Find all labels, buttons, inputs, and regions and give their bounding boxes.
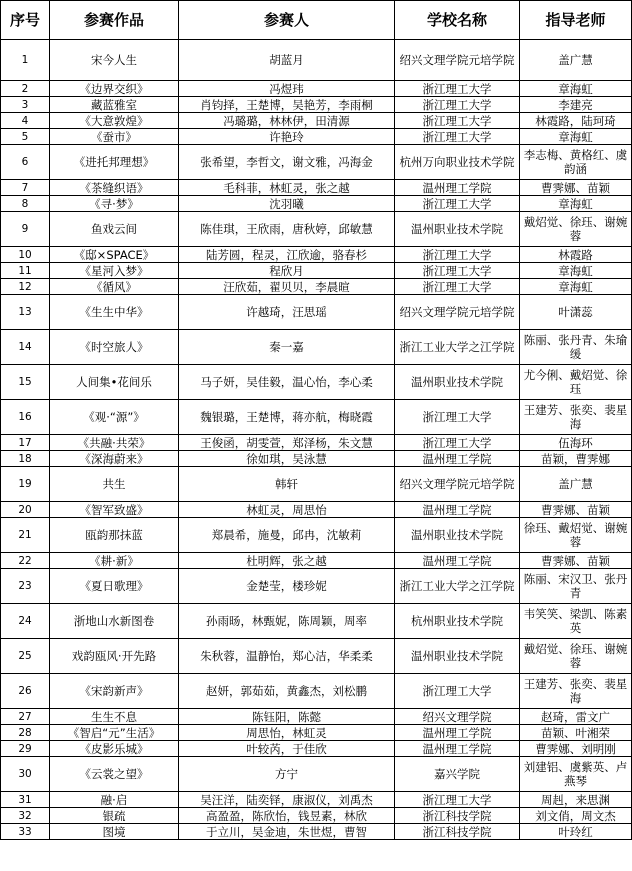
row-index: 19 xyxy=(1,467,50,502)
row-index: 6 xyxy=(1,145,50,180)
advisor: 叶玲红 xyxy=(520,824,632,840)
work-title: 宋今人生 xyxy=(50,40,179,81)
work-title: 《深海蔚来》 xyxy=(50,451,179,467)
advisor: 戴炤觉、徐珏、谢婉蓉 xyxy=(520,639,632,674)
row-index: 20 xyxy=(1,502,50,518)
participants: 陈钰阳，陈懿 xyxy=(179,709,395,725)
table-row xyxy=(1,279,632,295)
participants: 吴汪洋，陆奕铎，康淑仪，刘禹杰 xyxy=(179,792,395,808)
advisor: 陈丽、张丹青、朱瑜缓 xyxy=(520,330,632,365)
school-name: 浙江科技学院 xyxy=(395,808,520,824)
advisor: 盖广慧 xyxy=(520,40,632,81)
work-title: 瓯韵那抹蓝 xyxy=(50,518,179,553)
work-title: 《夏日歌理》 xyxy=(50,569,179,604)
work-title: 戏韵瓯风·开先路 xyxy=(50,639,179,674)
school-name: 浙江理工大学 xyxy=(395,674,520,709)
school-name: 温州理工学院 xyxy=(395,725,520,741)
participants: 陈佳琪，王欣雨，唐秋婷，邱敏慧 xyxy=(179,212,395,247)
work-title: 《边界交织》 xyxy=(50,81,179,97)
participants: 方宁 xyxy=(179,757,395,792)
work-title: 《时空旅人》 xyxy=(50,330,179,365)
participants: 叶较芮，于佳欣 xyxy=(179,741,395,757)
work-title: 《星河入梦》 xyxy=(50,263,179,279)
work-title: 融·启 xyxy=(50,792,179,808)
work-title: 《智启“元”生活》 xyxy=(50,725,179,741)
participants: 冯煜玮 xyxy=(179,81,395,97)
work-title: 《宋韵新声》 xyxy=(50,674,179,709)
work-title: 《进托邦理想》 xyxy=(50,145,179,180)
advisor: 徐珏、戴炤觉、谢婉蓉 xyxy=(520,518,632,553)
advisor: 赵琦，雷文广 xyxy=(520,709,632,725)
advisor: 李建亮 xyxy=(520,97,632,113)
advisor: 刘建铝、虞紫英、卢燕琴 xyxy=(520,757,632,792)
row-index: 13 xyxy=(1,295,50,330)
table-row xyxy=(1,792,632,808)
advisor: 章海虹 xyxy=(520,129,632,145)
participants: 周思怡，林虹灵 xyxy=(179,725,395,741)
row-index: 17 xyxy=(1,435,50,451)
row-index: 16 xyxy=(1,400,50,435)
row-index: 22 xyxy=(1,553,50,569)
table-row xyxy=(1,467,632,502)
school-name: 温州职业技术学院 xyxy=(395,365,520,400)
advisor: 尤今俐、戴炤觉、徐珏 xyxy=(520,365,632,400)
table-row xyxy=(1,604,632,639)
participants: 王俊函，胡雯萱，郑泽杨，朱文慧 xyxy=(179,435,395,451)
participants: 马子妍，吴佳毅，温心怡，李心柔 xyxy=(179,365,395,400)
advisor: 韦笑笑、梁凯、陈素英 xyxy=(520,604,632,639)
work-title: 鱼戏云间 xyxy=(50,212,179,247)
school-name: 温州职业技术学院 xyxy=(395,212,520,247)
row-index: 24 xyxy=(1,604,50,639)
advisor: 王建芳、张奕、裴星海 xyxy=(520,400,632,435)
table-row xyxy=(1,145,632,180)
work-title: 浙地山水新图卷 xyxy=(50,604,179,639)
school-name: 温州理工学院 xyxy=(395,451,520,467)
participants: 高盈盈，陈欣怡，钱昱素，林欣 xyxy=(179,808,395,824)
table-row xyxy=(1,40,632,81)
school-name: 嘉兴学院 xyxy=(395,757,520,792)
table-row xyxy=(1,180,632,196)
advisor: 曹霁娜、苗颖 xyxy=(520,553,632,569)
row-index: 12 xyxy=(1,279,50,295)
school-name: 浙江理工大学 xyxy=(395,400,520,435)
work-title: 《蚕市》 xyxy=(50,129,179,145)
table-row xyxy=(1,808,632,824)
row-index: 32 xyxy=(1,808,50,824)
work-title: 图境 xyxy=(50,824,179,840)
row-index: 31 xyxy=(1,792,50,808)
work-title: 《共融·共荣》 xyxy=(50,435,179,451)
work-title: 《大意敦煌》 xyxy=(50,113,179,129)
table-row xyxy=(1,757,632,792)
row-index: 25 xyxy=(1,639,50,674)
row-index: 14 xyxy=(1,330,50,365)
work-title: 《茶缝织语》 xyxy=(50,180,179,196)
school-name: 浙江理工大学 xyxy=(395,792,520,808)
table-row xyxy=(1,741,632,757)
participants: 许艳玲 xyxy=(179,129,395,145)
school-name: 浙江理工大学 xyxy=(395,435,520,451)
row-index: 33 xyxy=(1,824,50,840)
row-index: 23 xyxy=(1,569,50,604)
school-name: 浙江工业大学之江学院 xyxy=(395,569,520,604)
school-name: 浙江理工大学 xyxy=(395,81,520,97)
school-name: 浙江理工大学 xyxy=(395,196,520,212)
school-name: 温州职业技术学院 xyxy=(395,639,520,674)
row-index: 15 xyxy=(1,365,50,400)
header-work: 参赛作品 xyxy=(50,1,179,40)
table-row xyxy=(1,824,632,840)
advisor: 苗颖、叶湘荣 xyxy=(520,725,632,741)
row-index: 4 xyxy=(1,113,50,129)
school-name: 温州理工学院 xyxy=(395,502,520,518)
work-title: 《邸×SPACE》 xyxy=(50,247,179,263)
advisor: 戴炤觉、徐珏、谢婉蓉 xyxy=(520,212,632,247)
school-name: 绍兴文理学院元培学院 xyxy=(395,295,520,330)
row-index: 2 xyxy=(1,81,50,97)
table-header-row xyxy=(1,1,632,40)
school-name: 浙江理工大学 xyxy=(395,279,520,295)
table-row xyxy=(1,435,632,451)
participants: 毛科菲，林虹灵，张之越 xyxy=(179,180,395,196)
work-title: 共生 xyxy=(50,467,179,502)
table-row xyxy=(1,81,632,97)
row-index: 5 xyxy=(1,129,50,145)
participants: 魏银璐，王楚博，蒋亦航，梅晓霞 xyxy=(179,400,395,435)
advisor: 章海虹 xyxy=(520,263,632,279)
table-row xyxy=(1,113,632,129)
row-index: 3 xyxy=(1,97,50,113)
school-name: 绍兴文理学院元培学院 xyxy=(395,40,520,81)
participants: 张希望，李哲文，谢文雅，冯海金 xyxy=(179,145,395,180)
table-row xyxy=(1,553,632,569)
participants: 孙雨旸，林甄妮，陈周颖，周率 xyxy=(179,604,395,639)
school-name: 温州理工学院 xyxy=(395,180,520,196)
work-title: 银疏 xyxy=(50,808,179,824)
school-name: 浙江理工大学 xyxy=(395,129,520,145)
advisor: 伍海环 xyxy=(520,435,632,451)
school-name: 杭州万向职业技术学院 xyxy=(395,145,520,180)
participants: 金楚莹，楼珍妮 xyxy=(179,569,395,604)
table-row xyxy=(1,709,632,725)
table-row xyxy=(1,295,632,330)
participants: 陆芳圆，程灵，江欣逾，骆春杉 xyxy=(179,247,395,263)
advisor: 盖广慧 xyxy=(520,467,632,502)
advisor: 王建芳、张奕、裴星海 xyxy=(520,674,632,709)
header-teacher: 指导老师 xyxy=(520,1,632,40)
header-index: 序号 xyxy=(1,1,50,40)
table-row xyxy=(1,212,632,247)
table-row xyxy=(1,365,632,400)
work-title: 《云裳之望》 xyxy=(50,757,179,792)
table-row xyxy=(1,518,632,553)
advisor: 叶潇蕊 xyxy=(520,295,632,330)
advisor: 章海虹 xyxy=(520,196,632,212)
school-name: 浙江工业大学之江学院 xyxy=(395,330,520,365)
table-row xyxy=(1,674,632,709)
advisor: 李志梅、黄格红、虞韵涵 xyxy=(520,145,632,180)
advisor: 曹霁娜、苗颖 xyxy=(520,502,632,518)
table-row xyxy=(1,247,632,263)
row-index: 30 xyxy=(1,757,50,792)
row-index: 21 xyxy=(1,518,50,553)
work-title: 《循风》 xyxy=(50,279,179,295)
advisor: 曹霁娜、苗颖 xyxy=(520,180,632,196)
participants: 汪欣茹，翟贝贝，李晨暄 xyxy=(179,279,395,295)
work-title: 《生生中华》 xyxy=(50,295,179,330)
row-index: 26 xyxy=(1,674,50,709)
work-title: 《观·“源”》 xyxy=(50,400,179,435)
participants: 朱秋蓉，温静怡，郑心洁，华柔柔 xyxy=(179,639,395,674)
school-name: 浙江理工大学 xyxy=(395,247,520,263)
advisor: 林霞路 xyxy=(520,247,632,263)
table-row xyxy=(1,639,632,674)
work-title: 生生不息 xyxy=(50,709,179,725)
participants: 郑晨希，施曼，邱冉，沈敏莉 xyxy=(179,518,395,553)
school-name: 浙江理工大学 xyxy=(395,113,520,129)
table-row xyxy=(1,451,632,467)
table-row xyxy=(1,196,632,212)
work-title: 《耕·新》 xyxy=(50,553,179,569)
school-name: 温州理工学院 xyxy=(395,553,520,569)
table-row xyxy=(1,330,632,365)
row-index: 8 xyxy=(1,196,50,212)
table-row xyxy=(1,400,632,435)
row-index: 27 xyxy=(1,709,50,725)
advisor: 陈丽、宋汉卫、张丹青 xyxy=(520,569,632,604)
table-row xyxy=(1,725,632,741)
participants: 于立川，吴金迪，朱世煜，曹智 xyxy=(179,824,395,840)
work-title: 人间集•花间乐 xyxy=(50,365,179,400)
participants: 冯璐璐，林林伊，田清源 xyxy=(179,113,395,129)
table-row xyxy=(1,502,632,518)
table-row xyxy=(1,263,632,279)
participants: 许越琦，汪思瑶 xyxy=(179,295,395,330)
advisor: 章海虹 xyxy=(520,81,632,97)
table-row xyxy=(1,129,632,145)
school-name: 绍兴文理学院元培学院 xyxy=(395,467,520,502)
participants: 程欣月 xyxy=(179,263,395,279)
advisor: 苗颖，曹霁娜 xyxy=(520,451,632,467)
school-name: 绍兴文理学院 xyxy=(395,709,520,725)
row-index: 11 xyxy=(1,263,50,279)
participants: 肖钧择，王楚博，吴艳芳，李雨桐 xyxy=(179,97,395,113)
row-index: 10 xyxy=(1,247,50,263)
row-index: 28 xyxy=(1,725,50,741)
school-name: 浙江理工大学 xyxy=(395,263,520,279)
participants: 赵妍，郭茹茹，黄鑫杰，刘松鹏 xyxy=(179,674,395,709)
table-row xyxy=(1,97,632,113)
work-title: 《皮影乐城》 xyxy=(50,741,179,757)
participants: 杜明辉，张之越 xyxy=(179,553,395,569)
advisor: 周赳，来思渊 xyxy=(520,792,632,808)
school-name: 浙江理工大学 xyxy=(395,97,520,113)
advisor: 曹霁娜、刘明刚 xyxy=(520,741,632,757)
participants: 韩轩 xyxy=(179,467,395,502)
row-index: 9 xyxy=(1,212,50,247)
table-row xyxy=(1,569,632,604)
advisor: 章海虹 xyxy=(520,279,632,295)
advisor: 林霞路，陆珂琦 xyxy=(520,113,632,129)
row-index: 18 xyxy=(1,451,50,467)
participants: 胡蓝月 xyxy=(179,40,395,81)
work-title: 《寻·梦》 xyxy=(50,196,179,212)
participants: 徐如琪，吴泳慧 xyxy=(179,451,395,467)
work-title: 《智军致盛》 xyxy=(50,502,179,518)
school-name: 温州职业技术学院 xyxy=(395,518,520,553)
header-participants: 参赛人 xyxy=(179,1,395,40)
header-school: 学校名称 xyxy=(395,1,520,40)
school-name: 温州理工学院 xyxy=(395,741,520,757)
row-index: 1 xyxy=(1,40,50,81)
row-index: 29 xyxy=(1,741,50,757)
participants: 秦一嘉 xyxy=(179,330,395,365)
school-name: 杭州职业技术学院 xyxy=(395,604,520,639)
advisor: 刘文俏，周文杰 xyxy=(520,808,632,824)
work-title: 藏蓝雅室 xyxy=(50,97,179,113)
participants: 林虹灵，周思怡 xyxy=(179,502,395,518)
participants: 沈羽曦 xyxy=(179,196,395,212)
row-index: 7 xyxy=(1,180,50,196)
school-name: 浙江科技学院 xyxy=(395,824,520,840)
